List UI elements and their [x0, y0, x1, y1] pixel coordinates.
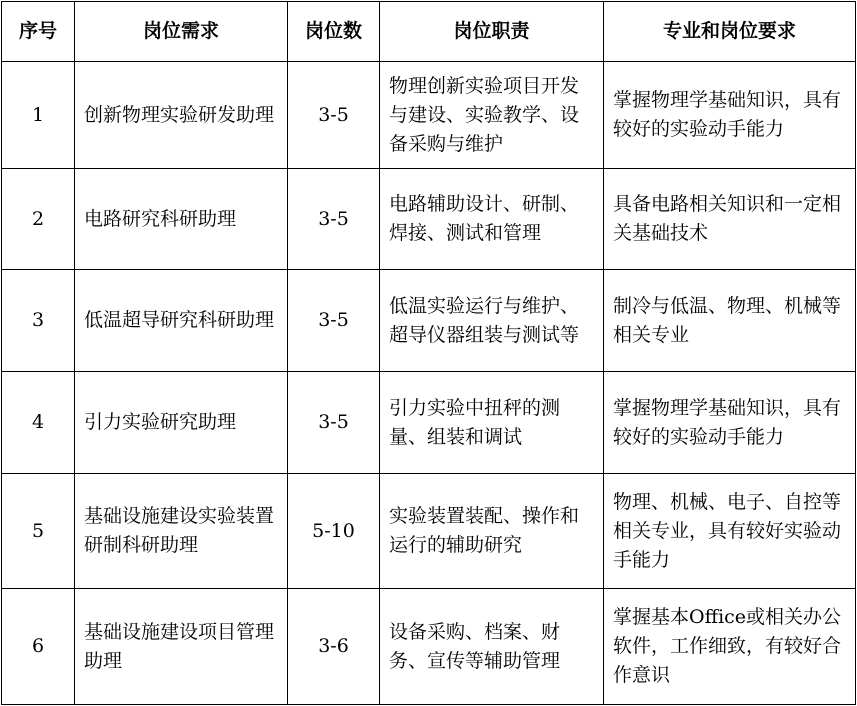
cell-count: 5-10 — [288, 474, 380, 589]
cell-no: 4 — [2, 372, 75, 474]
cell-duty: 实验装置装配、操作和运行的辅助研究 — [380, 474, 604, 589]
table-row — [2, 474, 856, 589]
table-header-row — [2, 2, 856, 62]
header-position: 岗位需求 — [75, 2, 288, 62]
cell-requirement: 掌握物理学基础知识，具有较好的实验动手能力 — [604, 372, 856, 474]
cell-position: 低温超导研究科研助理 — [75, 270, 288, 372]
cell-count: 3-5 — [288, 270, 380, 372]
header-no: 序号 — [2, 2, 75, 62]
cell-position: 引力实验研究助理 — [75, 372, 288, 474]
cell-count: 3-5 — [288, 169, 380, 270]
cell-no: 6 — [2, 589, 75, 705]
cell-position: 基础设施建设实验装置研制科研助理 — [75, 474, 288, 589]
cell-duty: 低温实验运行与维护、超导仪器组装与测试等 — [380, 270, 604, 372]
cell-requirement: 掌握物理学基础知识，具有较好的实验动手能力 — [604, 62, 856, 169]
cell-duty: 电路辅助设计、研制、焊接、测试和管理 — [380, 169, 604, 270]
cell-requirement: 具备电路相关知识和一定相关基础技术 — [604, 169, 856, 270]
cell-position: 创新物理实验研发助理 — [75, 62, 288, 169]
cell-count: 3-6 — [288, 589, 380, 705]
cell-duty: 引力实验中扭秤的测量、组装和调试 — [380, 372, 604, 474]
recruitment-table — [1, 1, 856, 705]
cell-requirement: 物理、机械、电子、自控等相关专业，具有较好实验动手能力 — [604, 474, 856, 589]
cell-position: 电路研究科研助理 — [75, 169, 288, 270]
table-row — [2, 62, 856, 169]
cell-duty: 物理创新实验项目开发与建设、实验教学、设备采购与维护 — [380, 62, 604, 169]
cell-count: 3-5 — [288, 62, 380, 169]
cell-duty: 设备采购、档案、财务、宣传等辅助管理 — [380, 589, 604, 705]
cell-requirement: 制冷与低温、物理、机械等相关专业 — [604, 270, 856, 372]
cell-no: 1 — [2, 62, 75, 169]
cell-position: 基础设施建设项目管理助理 — [75, 589, 288, 705]
table-row — [2, 372, 856, 474]
cell-no: 2 — [2, 169, 75, 270]
table-row — [2, 589, 856, 705]
header-duty: 岗位职责 — [380, 2, 604, 62]
cell-requirement: 掌握基本Office或相关办公软件，工作细致，有较好合作意识 — [604, 589, 856, 705]
cell-no: 5 — [2, 474, 75, 589]
cell-count: 3-5 — [288, 372, 380, 474]
table-row — [2, 270, 856, 372]
table-row — [2, 169, 856, 270]
header-count: 岗位数 — [288, 2, 380, 62]
header-requirement: 专业和岗位要求 — [604, 2, 856, 62]
cell-no: 3 — [2, 270, 75, 372]
